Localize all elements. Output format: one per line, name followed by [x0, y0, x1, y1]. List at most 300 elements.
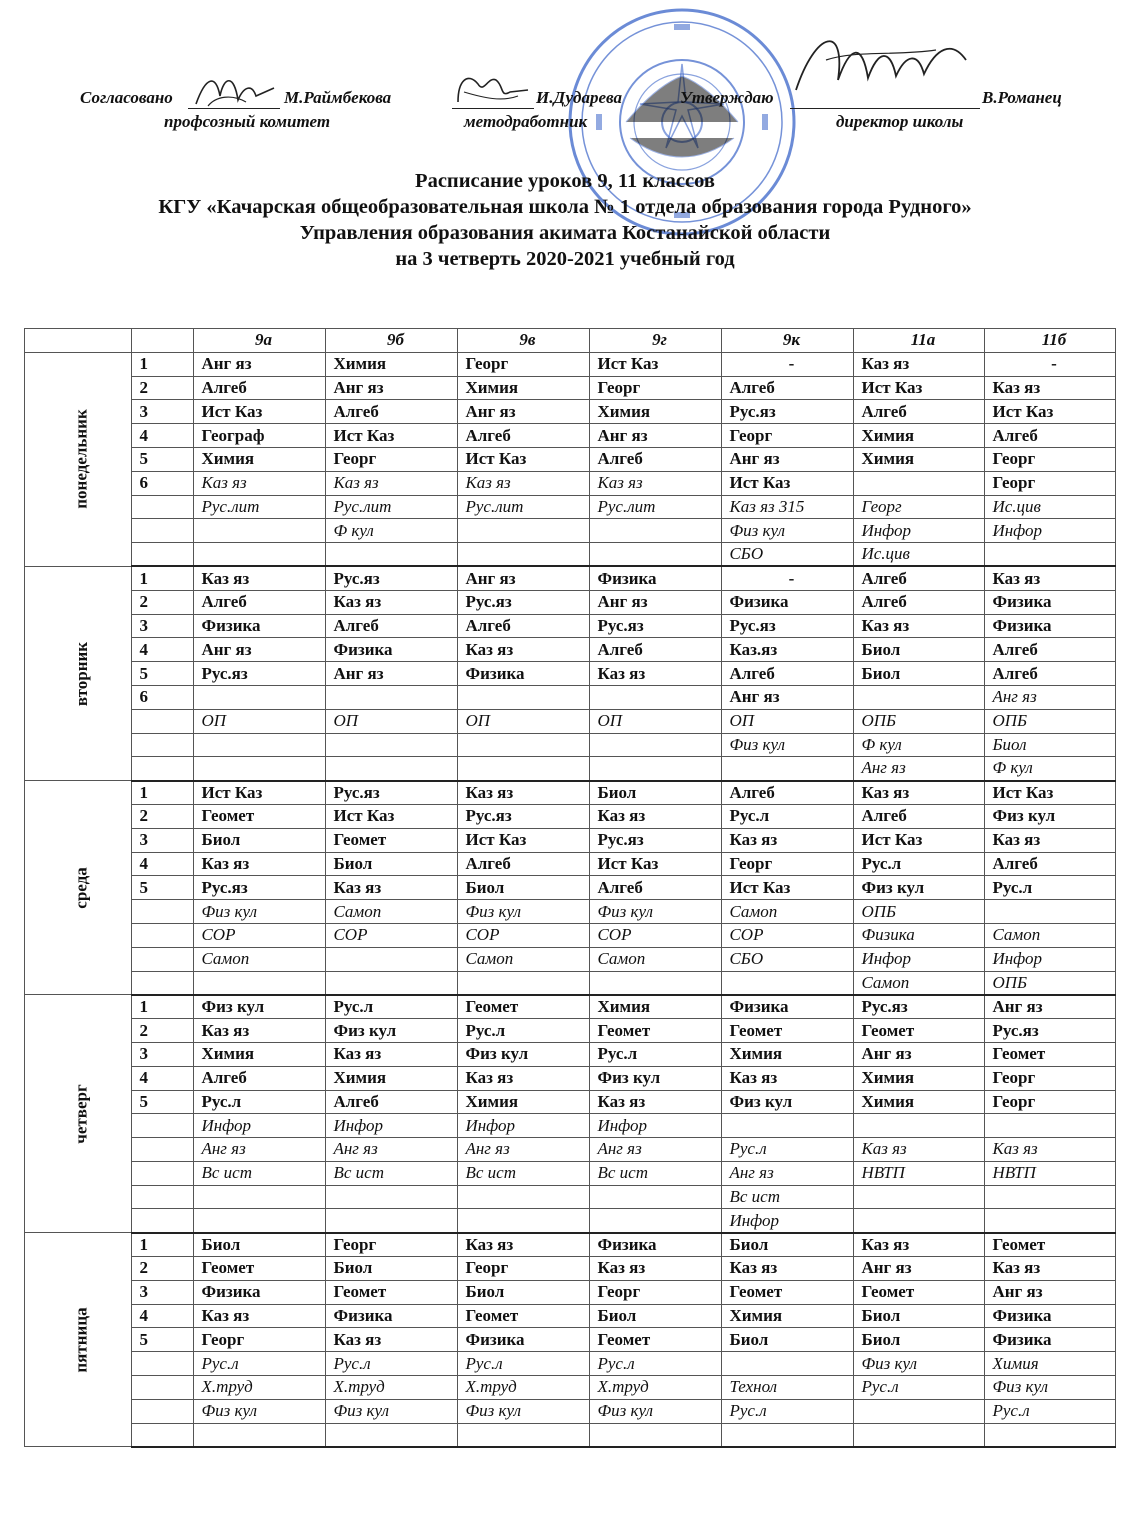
- lesson-number: [132, 1138, 194, 1162]
- lesson-cell: Алгеб: [722, 781, 854, 805]
- lesson-cell: [194, 733, 326, 757]
- lesson-cell: СОР: [590, 923, 722, 947]
- lesson-number: [132, 709, 194, 733]
- lesson-cell: Биол: [854, 638, 985, 662]
- lesson-cell: [985, 1209, 1116, 1233]
- lesson-cell: Каз яз: [194, 852, 326, 876]
- lesson-cell: Алгеб: [985, 638, 1116, 662]
- lesson-row: [25, 1423, 1116, 1447]
- lesson-cell: Физика: [985, 590, 1116, 614]
- day-label: вторник: [71, 641, 91, 706]
- lesson-cell: Георг: [458, 352, 590, 376]
- lesson-cell: [194, 543, 326, 567]
- lesson-cell: Георг: [985, 471, 1116, 495]
- lesson-cell: [458, 1423, 590, 1447]
- agreed-sign-line: [188, 108, 280, 109]
- lesson-cell: [194, 1209, 326, 1233]
- lesson-cell: [326, 543, 458, 567]
- lesson-cell: Инфор: [985, 947, 1116, 971]
- lesson-cell: Каз яз: [326, 471, 458, 495]
- lesson-cell: СОР: [194, 923, 326, 947]
- lesson-cell: Ист Каз: [326, 424, 458, 448]
- lesson-cell: Каз яз: [194, 1019, 326, 1043]
- lesson-number: 4: [132, 1066, 194, 1090]
- lesson-cell: Георг: [985, 447, 1116, 471]
- lesson-cell: [985, 1114, 1116, 1138]
- lesson-cell: Каз яз: [590, 1090, 722, 1114]
- lesson-cell: Химия: [854, 424, 985, 448]
- lesson-row: [25, 1328, 1116, 1352]
- lesson-cell: [326, 757, 458, 781]
- lesson-cell: Химия: [722, 1042, 854, 1066]
- lesson-cell: [985, 1423, 1116, 1447]
- lesson-cell: Рус.яз: [194, 662, 326, 686]
- lesson-cell: Алгеб: [985, 424, 1116, 448]
- class-header: 9б: [326, 329, 458, 353]
- lesson-cell: Геомет: [854, 1280, 985, 1304]
- lesson-cell: Алгеб: [590, 876, 722, 900]
- lesson-row: [25, 757, 1116, 781]
- lesson-cell: Химия: [590, 995, 722, 1019]
- lesson-cell: Рус.л: [722, 1399, 854, 1423]
- lesson-cell: Рус.лит: [458, 495, 590, 519]
- lesson-cell: Каз яз: [458, 1066, 590, 1090]
- lesson-row: [25, 995, 1116, 1019]
- lesson-cell: Каз яз: [326, 1042, 458, 1066]
- lesson-cell: Физ кул: [458, 900, 590, 924]
- lesson-cell: [458, 543, 590, 567]
- lesson-cell: Каз яз: [194, 1304, 326, 1328]
- lesson-cell: Каз яз: [194, 471, 326, 495]
- lesson-row: [25, 828, 1116, 852]
- lesson-cell: Алгеб: [854, 804, 985, 828]
- lesson-cell: Анг яз: [458, 1138, 590, 1162]
- lesson-cell: [722, 1423, 854, 1447]
- lesson-cell: ОПБ: [985, 971, 1116, 995]
- lesson-cell: Физ кул: [590, 900, 722, 924]
- lesson-row: [25, 352, 1116, 376]
- lesson-cell: Физика: [458, 662, 590, 686]
- header-day-cell: [25, 329, 132, 353]
- lesson-number: 1: [132, 781, 194, 805]
- lesson-cell: [194, 1185, 326, 1209]
- lesson-cell: Рус.яз: [590, 614, 722, 638]
- lesson-cell: Ф кул: [985, 757, 1116, 781]
- lesson-cell: Географ: [194, 424, 326, 448]
- lesson-cell: Самоп: [985, 923, 1116, 947]
- title-line-4: на 3 четверть 2020-2021 учебный год: [395, 248, 735, 270]
- lesson-row: [25, 733, 1116, 757]
- lesson-cell: Инфор: [326, 1114, 458, 1138]
- lesson-cell: Физ кул: [194, 1399, 326, 1423]
- lesson-cell: Ист Каз: [854, 376, 985, 400]
- lesson-number: 4: [132, 638, 194, 662]
- lesson-row: [25, 471, 1116, 495]
- day-label: понедельник: [71, 409, 91, 510]
- lesson-cell: Анг яз: [985, 685, 1116, 709]
- lesson-row: [25, 638, 1116, 662]
- lesson-cell: Анг яз: [590, 590, 722, 614]
- lesson-cell: [854, 685, 985, 709]
- lesson-cell: Ф кул: [854, 733, 985, 757]
- lesson-row: [25, 1376, 1116, 1400]
- lesson-cell: Ф кул: [326, 519, 458, 543]
- lesson-cell: [854, 1114, 985, 1138]
- lesson-row: [25, 590, 1116, 614]
- lesson-cell: Рус.л: [985, 1399, 1116, 1423]
- lesson-cell: Биол: [985, 733, 1116, 757]
- lesson-row: [25, 900, 1116, 924]
- lesson-number: [132, 900, 194, 924]
- lesson-cell: Инфор: [458, 1114, 590, 1138]
- lesson-cell: Каз яз: [194, 566, 326, 590]
- lesson-number: 2: [132, 804, 194, 828]
- lesson-row: [25, 614, 1116, 638]
- lesson-cell: Самоп: [458, 947, 590, 971]
- lesson-cell: Рус.яз: [326, 566, 458, 590]
- lesson-cell: Георг: [326, 447, 458, 471]
- lesson-number: [132, 1399, 194, 1423]
- lesson-cell: Анг яз: [458, 566, 590, 590]
- lesson-cell: Геомет: [326, 1280, 458, 1304]
- lesson-cell: [194, 1423, 326, 1447]
- signature-scribble-2: [444, 62, 536, 114]
- lesson-cell: Ист Каз: [458, 447, 590, 471]
- lesson-cell: [722, 1352, 854, 1376]
- lesson-cell: Ист Каз: [722, 471, 854, 495]
- lesson-cell: Геомет: [854, 1019, 985, 1043]
- lesson-cell: Химия: [854, 447, 985, 471]
- lesson-number: 1: [132, 995, 194, 1019]
- lesson-cell: СОР: [458, 923, 590, 947]
- lesson-cell: -: [985, 352, 1116, 376]
- lesson-row: [25, 662, 1116, 686]
- lesson-cell: Самоп: [194, 947, 326, 971]
- lesson-cell: Рус.яз: [722, 400, 854, 424]
- day-label: среда: [71, 867, 91, 909]
- lesson-number: 1: [132, 352, 194, 376]
- lesson-cell: Биол: [854, 662, 985, 686]
- lesson-cell: Каз яз: [985, 828, 1116, 852]
- lesson-cell: Химия: [458, 1090, 590, 1114]
- lesson-number: [132, 1185, 194, 1209]
- lesson-cell: [458, 971, 590, 995]
- header-row: [25, 329, 1116, 353]
- lesson-cell: Рус.яз: [722, 614, 854, 638]
- lesson-cell: Геомет: [590, 1019, 722, 1043]
- lesson-number: 2: [132, 590, 194, 614]
- lesson-cell: [194, 971, 326, 995]
- lesson-cell: Физика: [326, 1304, 458, 1328]
- lesson-cell: Инфор: [854, 947, 985, 971]
- lesson-number: 5: [132, 662, 194, 686]
- class-header: 9г: [590, 329, 722, 353]
- lesson-cell: Физика: [590, 1233, 722, 1257]
- lesson-cell: Каз яз: [458, 638, 590, 662]
- lesson-cell: Геомет: [326, 828, 458, 852]
- lesson-cell: Алгеб: [985, 852, 1116, 876]
- lesson-number: 5: [132, 1090, 194, 1114]
- lesson-cell: Анг яз: [722, 685, 854, 709]
- lesson-number: [132, 971, 194, 995]
- lesson-cell: Ис.цив: [854, 543, 985, 567]
- lesson-cell: Вс ист: [590, 1161, 722, 1185]
- lesson-cell: [458, 757, 590, 781]
- lesson-cell: Физ кул: [194, 995, 326, 1019]
- lesson-cell: Геомет: [722, 1019, 854, 1043]
- lesson-number: [132, 757, 194, 781]
- lesson-cell: ОПБ: [985, 709, 1116, 733]
- lesson-cell: [590, 543, 722, 567]
- lesson-cell: Анг яз: [854, 1042, 985, 1066]
- lesson-row: [25, 1114, 1116, 1138]
- lesson-cell: Рус.лит: [590, 495, 722, 519]
- lesson-row: [25, 1138, 1116, 1162]
- director-role: директор школы: [836, 112, 964, 131]
- lesson-cell: СОР: [722, 923, 854, 947]
- lesson-cell: Георг: [854, 495, 985, 519]
- lesson-cell: [590, 1423, 722, 1447]
- lesson-cell: ОП: [194, 709, 326, 733]
- lesson-cell: ОПБ: [854, 900, 985, 924]
- lesson-cell: Георг: [194, 1328, 326, 1352]
- lesson-row: [25, 519, 1116, 543]
- lesson-number: [132, 733, 194, 757]
- lesson-row: [25, 685, 1116, 709]
- lesson-cell: СОР: [326, 923, 458, 947]
- lesson-cell: Анг яз: [985, 1280, 1116, 1304]
- lesson-row: [25, 400, 1116, 424]
- lesson-cell: Каз яз: [854, 1138, 985, 1162]
- lesson-cell: Анг яз: [722, 1161, 854, 1185]
- lesson-cell: Физ кул: [194, 900, 326, 924]
- lesson-row: [25, 1233, 1116, 1257]
- lesson-cell: Самоп: [722, 900, 854, 924]
- lesson-number: 6: [132, 685, 194, 709]
- lesson-number: [132, 1209, 194, 1233]
- lesson-cell: Каз яз: [854, 1233, 985, 1257]
- lesson-cell: [854, 471, 985, 495]
- lesson-number: [132, 543, 194, 567]
- lesson-cell: Рус.лит: [194, 495, 326, 519]
- lesson-cell: Химия: [194, 1042, 326, 1066]
- lesson-cell: Вс ист: [722, 1185, 854, 1209]
- lesson-cell: Ис.цив: [985, 495, 1116, 519]
- lesson-cell: Алгеб: [194, 376, 326, 400]
- lesson-cell: [194, 757, 326, 781]
- lesson-cell: Рус.л: [854, 852, 985, 876]
- lesson-cell: [326, 947, 458, 971]
- class-header: 9в: [458, 329, 590, 353]
- lesson-cell: Алгеб: [722, 376, 854, 400]
- lesson-row: [25, 1209, 1116, 1233]
- lesson-cell: Каз яз: [722, 1066, 854, 1090]
- lesson-cell: Рус.яз: [326, 781, 458, 805]
- lesson-cell: Вс ист: [458, 1161, 590, 1185]
- lesson-cell: Физ кул: [590, 1066, 722, 1090]
- lesson-cell: Анг яз: [194, 1138, 326, 1162]
- lesson-number: 1: [132, 566, 194, 590]
- lesson-cell: ОПБ: [854, 709, 985, 733]
- lesson-cell: [326, 1423, 458, 1447]
- lesson-cell: Каз яз: [985, 1257, 1116, 1281]
- lesson-cell: Инфор: [985, 519, 1116, 543]
- lesson-cell: Х.труд: [326, 1376, 458, 1400]
- lesson-row: [25, 923, 1116, 947]
- lesson-row: [25, 566, 1116, 590]
- lesson-row: [25, 1090, 1116, 1114]
- signature-scribble-3: [786, 20, 976, 110]
- lesson-cell: Инфор: [194, 1114, 326, 1138]
- lesson-cell: Физ кул: [985, 1376, 1116, 1400]
- lesson-cell: Биол: [194, 828, 326, 852]
- lesson-cell: Анг яз: [194, 352, 326, 376]
- lesson-number: 2: [132, 376, 194, 400]
- lesson-cell: [590, 685, 722, 709]
- day-label-cell: [25, 781, 132, 995]
- day-label-cell: [25, 995, 132, 1233]
- lesson-number: 3: [132, 400, 194, 424]
- lesson-cell: Анг яз: [326, 662, 458, 686]
- lesson-cell: [194, 519, 326, 543]
- lesson-cell: [458, 685, 590, 709]
- lesson-cell: Каз яз: [854, 614, 985, 638]
- lesson-number: 3: [132, 614, 194, 638]
- lesson-cell: Каз яз 315: [722, 495, 854, 519]
- lesson-cell: Рус.лит: [326, 495, 458, 519]
- lesson-cell: Вс ист: [326, 1161, 458, 1185]
- approve-label: Утверждаю: [680, 88, 774, 107]
- lesson-cell: [458, 1185, 590, 1209]
- lesson-cell: Анг яз: [985, 995, 1116, 1019]
- lesson-cell: [985, 900, 1116, 924]
- lesson-cell: Биол: [194, 1233, 326, 1257]
- lesson-cell: Физика: [722, 590, 854, 614]
- lesson-cell: ОП: [326, 709, 458, 733]
- lesson-cell: Физ кул: [590, 1399, 722, 1423]
- lesson-cell: Алгеб: [194, 1066, 326, 1090]
- lesson-cell: Рус.яз: [854, 995, 985, 1019]
- lesson-cell: ОП: [722, 709, 854, 733]
- lesson-cell: Каз яз: [326, 590, 458, 614]
- lesson-row: [25, 1161, 1116, 1185]
- lesson-cell: [590, 757, 722, 781]
- director-sign-line: [790, 108, 980, 109]
- day-label: четверг: [71, 1084, 91, 1144]
- lesson-row: [25, 1280, 1116, 1304]
- lesson-number: [132, 1114, 194, 1138]
- lesson-row: [25, 1304, 1116, 1328]
- lesson-cell: Рус.л: [722, 1138, 854, 1162]
- lesson-row: [25, 876, 1116, 900]
- lesson-cell: Физика: [326, 638, 458, 662]
- lesson-cell: [326, 971, 458, 995]
- lesson-cell: Каз яз: [722, 828, 854, 852]
- method-role: методработник: [464, 112, 588, 131]
- lesson-number: [132, 1161, 194, 1185]
- day-label-cell: [25, 352, 132, 566]
- lesson-cell: Каз яз: [854, 352, 985, 376]
- lesson-cell: Каз яз: [985, 376, 1116, 400]
- lesson-cell: ОП: [590, 709, 722, 733]
- lesson-cell: [854, 1423, 985, 1447]
- lesson-cell: [194, 685, 326, 709]
- lesson-row: [25, 1185, 1116, 1209]
- class-header: 11б: [985, 329, 1116, 353]
- lesson-cell: Анг яз: [854, 757, 985, 781]
- lesson-cell: Химия: [854, 1066, 985, 1090]
- lesson-cell: Рус.л: [194, 1090, 326, 1114]
- lesson-row: [25, 852, 1116, 876]
- lesson-cell: [458, 519, 590, 543]
- class-header: 9а: [194, 329, 326, 353]
- lesson-cell: [326, 1185, 458, 1209]
- method-name: И.Дударева: [536, 88, 622, 107]
- lesson-cell: [590, 519, 722, 543]
- lesson-cell: Физ кул: [326, 1019, 458, 1043]
- lesson-row: [25, 447, 1116, 471]
- day-label-cell: [25, 566, 132, 780]
- lesson-cell: Алгеб: [326, 614, 458, 638]
- lesson-cell: Алгеб: [854, 566, 985, 590]
- lesson-cell: Каз.яз: [722, 638, 854, 662]
- lesson-cell: Химия: [722, 1304, 854, 1328]
- lesson-cell: Алгеб: [326, 400, 458, 424]
- lesson-cell: Каз яз: [985, 566, 1116, 590]
- lesson-cell: Химия: [985, 1352, 1116, 1376]
- lesson-cell: Рус.яз: [985, 1019, 1116, 1043]
- lesson-row: [25, 709, 1116, 733]
- lesson-cell: Физика: [194, 614, 326, 638]
- lesson-cell: Инфор: [854, 519, 985, 543]
- lesson-cell: Геомет: [194, 804, 326, 828]
- lesson-cell: Физика: [722, 995, 854, 1019]
- lesson-cell: Анг яз: [326, 1138, 458, 1162]
- lesson-cell: -: [722, 352, 854, 376]
- lesson-cell: Геомет: [590, 1328, 722, 1352]
- lesson-cell: Рус.л: [985, 876, 1116, 900]
- lesson-number: 4: [132, 852, 194, 876]
- lesson-row: [25, 1066, 1116, 1090]
- lesson-cell: Анг яз: [590, 1138, 722, 1162]
- lesson-number: 3: [132, 1042, 194, 1066]
- lesson-cell: Каз яз: [458, 1233, 590, 1257]
- lesson-number: 2: [132, 1019, 194, 1043]
- agreed-role: профсозный комитет: [164, 112, 331, 131]
- lesson-cell: Геомет: [458, 995, 590, 1019]
- lesson-cell: [590, 971, 722, 995]
- lesson-number: 1: [132, 1233, 194, 1257]
- lesson-number: 3: [132, 828, 194, 852]
- lesson-row: [25, 947, 1116, 971]
- lesson-number: 5: [132, 876, 194, 900]
- lesson-cell: Георг: [985, 1066, 1116, 1090]
- lesson-cell: [326, 685, 458, 709]
- lesson-cell: Биол: [590, 781, 722, 805]
- lesson-row: [25, 1352, 1116, 1376]
- lesson-cell: Рус.яз: [458, 804, 590, 828]
- lesson-cell: Физика: [854, 923, 985, 947]
- lesson-cell: [854, 1399, 985, 1423]
- lesson-cell: Ист Каз: [194, 400, 326, 424]
- lesson-cell: Рус.л: [326, 1352, 458, 1376]
- lesson-cell: Геомет: [458, 1304, 590, 1328]
- lesson-cell: Рус.л: [590, 1042, 722, 1066]
- lesson-cell: Анг яз: [590, 424, 722, 448]
- lesson-cell: Биол: [722, 1233, 854, 1257]
- lesson-cell: Георг: [458, 1257, 590, 1281]
- lesson-cell: Алгеб: [458, 852, 590, 876]
